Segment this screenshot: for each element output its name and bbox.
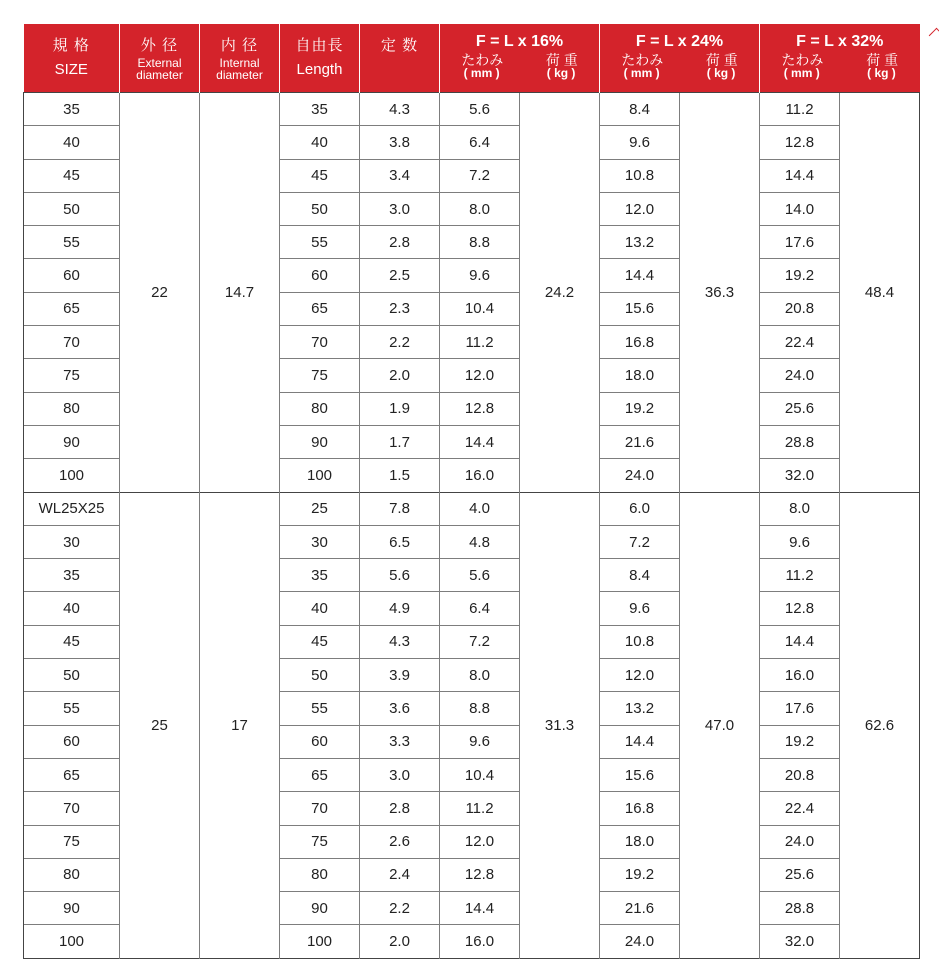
constant-cell: 1.7 (360, 425, 440, 458)
header-load16-unit-kg: ( kg ) (546, 66, 576, 80)
deflection-32-cell: 32.0 (760, 459, 840, 492)
header-load32-unit-mm: ( mm ) (783, 66, 820, 80)
constant-cell: 3.3 (360, 725, 440, 758)
header-load24-deflection: たわみ (621, 52, 664, 68)
deflection-16-cell: 12.0 (440, 825, 520, 858)
deflection-16-cell: 16.0 (440, 459, 520, 492)
size-cell: 45 (24, 159, 120, 192)
constant-cell: 1.9 (360, 392, 440, 425)
internal-diameter-cell: 14.7 (200, 93, 280, 493)
header-len-en: Length (296, 61, 343, 78)
deflection-16-cell: 14.4 (440, 425, 520, 458)
deflection-24-cell: 21.6 (600, 425, 680, 458)
constant-cell: 2.3 (360, 292, 440, 325)
header-len-jp: 自由長 (295, 37, 344, 54)
size-cell: 90 (24, 892, 120, 925)
deflection-32-cell: 17.6 (760, 692, 840, 725)
deflection-32-cell: 20.8 (760, 758, 840, 791)
deflection-32-cell: 20.8 (760, 292, 840, 325)
deflection-24-cell: 13.2 (600, 226, 680, 259)
length-cell: 30 (280, 525, 360, 558)
size-cell: 90 (24, 425, 120, 458)
deflection-24-cell: 13.2 (600, 692, 680, 725)
header-load24-load: 荷 重 (705, 52, 738, 68)
length-cell: 80 (280, 392, 360, 425)
deflection-16-cell: 9.6 (440, 259, 520, 292)
constant-cell: 4.3 (360, 625, 440, 658)
header-load32-load: 荷 重 (866, 52, 899, 68)
constant-cell: 2.2 (360, 326, 440, 359)
deflection-32-cell: 32.0 (760, 925, 840, 958)
length-cell: 75 (280, 825, 360, 858)
deflection-16-cell: 5.6 (440, 559, 520, 592)
size-cell: 35 (24, 93, 120, 126)
header-load-32 (760, 24, 920, 93)
length-cell: 35 (280, 559, 360, 592)
length-cell: 55 (280, 692, 360, 725)
deflection-32-cell: 28.8 (760, 425, 840, 458)
header-od-jp: 外 径 (140, 37, 179, 54)
constant-cell: 3.8 (360, 126, 440, 159)
length-cell: 65 (280, 292, 360, 325)
header-external-diameter (120, 24, 200, 93)
deflection-24-cell: 24.0 (600, 459, 680, 492)
deflection-24-cell: 15.6 (600, 292, 680, 325)
external-diameter-cell: 25 (120, 492, 200, 958)
deflection-16-cell: 12.8 (440, 392, 520, 425)
constant-cell: 2.8 (360, 792, 440, 825)
length-cell: 75 (280, 359, 360, 392)
deflection-32-cell: 11.2 (760, 559, 840, 592)
size-cell: 60 (24, 725, 120, 758)
header-row (24, 24, 920, 93)
constant-cell: 7.8 (360, 492, 440, 525)
header-id-jp: 内 径 (220, 37, 259, 54)
size-cell: 40 (24, 126, 120, 159)
deflection-32-cell: 12.8 (760, 592, 840, 625)
header-load16-title: F = L x 16% (475, 33, 564, 50)
deflection-16-cell: 5.6 (440, 93, 520, 126)
size-cell: 60 (24, 259, 120, 292)
deflection-16-cell: 8.8 (440, 226, 520, 259)
deflection-24-cell: 14.4 (600, 725, 680, 758)
header-load32-unit-kg: ( kg ) (867, 66, 896, 80)
load-24-cell: 36.3 (680, 93, 760, 493)
header-load16-unit-mm: ( mm ) (463, 66, 500, 80)
deflection-24-cell: 10.8 (600, 159, 680, 192)
deflection-16-cell: 11.2 (440, 792, 520, 825)
length-cell: 35 (280, 93, 360, 126)
constant-cell: 2.0 (360, 359, 440, 392)
size-cell: 55 (24, 226, 120, 259)
size-cell: 50 (24, 659, 120, 692)
deflection-24-cell: 16.8 (600, 326, 680, 359)
length-cell: 50 (280, 192, 360, 225)
size-cell: 75 (24, 359, 120, 392)
header-load24-unit-kg: ( kg ) (706, 66, 736, 80)
deflection-32-cell: 25.6 (760, 858, 840, 891)
constant-cell: 2.8 (360, 226, 440, 259)
length-cell: 100 (280, 925, 360, 958)
load-16-cell: 31.3 (520, 492, 600, 958)
deflection-24-cell: 24.0 (600, 925, 680, 958)
size-cell: 65 (24, 758, 120, 791)
size-cell: 30 (24, 525, 120, 558)
size-cell: 100 (24, 459, 120, 492)
deflection-16-cell: 16.0 (440, 925, 520, 958)
length-cell: 45 (280, 159, 360, 192)
header-load24-title: F = L x 24% (635, 33, 724, 50)
deflection-16-cell: 10.4 (440, 758, 520, 791)
deflection-32-cell: 19.2 (760, 725, 840, 758)
length-cell: 40 (280, 126, 360, 159)
length-cell: 90 (280, 425, 360, 458)
constant-cell: 4.3 (360, 93, 440, 126)
length-cell: 50 (280, 659, 360, 692)
deflection-32-cell: 14.4 (760, 625, 840, 658)
deflection-16-cell: 14.4 (440, 892, 520, 925)
constant-cell: 6.5 (360, 525, 440, 558)
deflection-24-cell: 18.0 (600, 359, 680, 392)
deflection-16-cell: 7.2 (440, 625, 520, 658)
load-32-cell: 48.4 (840, 93, 920, 493)
deflection-32-cell: 14.4 (760, 159, 840, 192)
deflection-24-cell: 12.0 (600, 659, 680, 692)
header-od-en: External diameter (136, 56, 183, 82)
size-cell: 45 (24, 625, 120, 658)
size-cell: 70 (24, 326, 120, 359)
size-cell: 80 (24, 858, 120, 891)
deflection-24-cell: 15.6 (600, 758, 680, 791)
constant-cell: 2.0 (360, 925, 440, 958)
length-cell: 70 (280, 792, 360, 825)
constant-cell: 3.0 (360, 192, 440, 225)
deflection-32-cell: 8.0 (760, 492, 840, 525)
header-size-jp: 規 格 (52, 37, 90, 54)
size-cell: 50 (24, 192, 120, 225)
header-size (24, 24, 120, 93)
deflection-24-cell: 9.6 (600, 592, 680, 625)
size-cell: 65 (24, 292, 120, 325)
deflection-32-cell: 12.8 (760, 126, 840, 159)
header-internal-diameter (200, 24, 280, 93)
deflection-24-cell: 12.0 (600, 192, 680, 225)
deflection-32-cell: 22.4 (760, 326, 840, 359)
deflection-32-cell: 9.6 (760, 525, 840, 558)
length-cell: 65 (280, 758, 360, 791)
deflection-16-cell: 12.0 (440, 359, 520, 392)
group-od-22 (24, 93, 920, 493)
deflection-32-cell: 19.2 (760, 259, 840, 292)
constant-cell: 3.0 (360, 758, 440, 791)
header-load16-deflection: たわみ (461, 52, 504, 68)
group-od-25 (24, 492, 920, 958)
size-cell: 40 (24, 592, 120, 625)
load-24-cell: 47.0 (680, 492, 760, 958)
deflection-16-cell: 8.8 (440, 692, 520, 725)
header-load16-load: 荷 重 (545, 52, 578, 68)
constant-cell: 3.6 (360, 692, 440, 725)
deflection-24-cell: 14.4 (600, 259, 680, 292)
deflection-16-cell: 10.4 (440, 292, 520, 325)
deflection-24-cell: 19.2 (600, 858, 680, 891)
deflection-24-cell: 9.6 (600, 126, 680, 159)
header-load-16 (440, 24, 600, 93)
size-cell: 100 (24, 925, 120, 958)
size-cell: 80 (24, 392, 120, 425)
deflection-16-cell: 6.4 (440, 592, 520, 625)
deflection-16-cell: 7.2 (440, 159, 520, 192)
deflection-32-cell: 22.4 (760, 792, 840, 825)
size-cell: WL25X25 (24, 492, 120, 525)
header-const-jp: 定 数 (380, 37, 419, 54)
length-cell: 60 (280, 725, 360, 758)
header-load32-title: F = L x 32% (796, 33, 884, 50)
deflection-16-cell: 9.6 (440, 725, 520, 758)
deflection-32-cell: 25.6 (760, 392, 840, 425)
header-load-24 (600, 24, 760, 93)
header-constant (360, 24, 440, 93)
constant-cell: 1.5 (360, 459, 440, 492)
length-cell: 45 (280, 625, 360, 658)
load-16-cell: 24.2 (520, 93, 600, 493)
deflection-24-cell: 18.0 (600, 825, 680, 858)
deflection-24-cell: 10.8 (600, 625, 680, 658)
size-cell: 55 (24, 692, 120, 725)
length-cell: 90 (280, 892, 360, 925)
external-diameter-cell: 22 (120, 93, 200, 493)
deflection-24-cell: 21.6 (600, 892, 680, 925)
length-cell: 25 (280, 492, 360, 525)
header-length (280, 24, 360, 93)
length-cell: 100 (280, 459, 360, 492)
constant-cell: 3.9 (360, 659, 440, 692)
deflection-16-cell: 4.8 (440, 525, 520, 558)
deflection-24-cell: 8.4 (600, 93, 680, 126)
size-cell: 70 (24, 792, 120, 825)
constant-cell: 3.4 (360, 159, 440, 192)
deflection-32-cell: 24.0 (760, 359, 840, 392)
header-size-en: SIZE (54, 61, 88, 78)
header-load32-deflection: たわみ (781, 52, 824, 68)
constant-cell: 2.2 (360, 892, 440, 925)
length-cell: 60 (280, 259, 360, 292)
table-row (24, 93, 920, 126)
deflection-16-cell: 12.8 (440, 858, 520, 891)
corner-mark-icon (929, 28, 939, 44)
load-32-cell: 62.6 (840, 492, 920, 958)
deflection-16-cell: 11.2 (440, 326, 520, 359)
deflection-24-cell: 8.4 (600, 559, 680, 592)
constant-cell: 4.9 (360, 592, 440, 625)
deflection-32-cell: 11.2 (760, 93, 840, 126)
internal-diameter-cell: 17 (200, 492, 280, 958)
deflection-16-cell: 8.0 (440, 659, 520, 692)
table-row (24, 492, 920, 525)
deflection-24-cell: 6.0 (600, 492, 680, 525)
size-cell: 75 (24, 825, 120, 858)
deflection-32-cell: 16.0 (760, 659, 840, 692)
length-cell: 40 (280, 592, 360, 625)
header-id-en: Internal diameter (216, 56, 263, 82)
deflection-32-cell: 17.6 (760, 226, 840, 259)
constant-cell: 2.5 (360, 259, 440, 292)
deflection-16-cell: 4.0 (440, 492, 520, 525)
deflection-32-cell: 28.8 (760, 892, 840, 925)
constant-cell: 2.4 (360, 858, 440, 891)
deflection-32-cell: 24.0 (760, 825, 840, 858)
deflection-24-cell: 19.2 (600, 392, 680, 425)
deflection-16-cell: 6.4 (440, 126, 520, 159)
constant-cell: 2.6 (360, 825, 440, 858)
length-cell: 70 (280, 326, 360, 359)
length-cell: 80 (280, 858, 360, 891)
spring-spec-table (23, 24, 920, 959)
deflection-16-cell: 8.0 (440, 192, 520, 225)
deflection-24-cell: 16.8 (600, 792, 680, 825)
constant-cell: 5.6 (360, 559, 440, 592)
size-cell: 35 (24, 559, 120, 592)
header-load24-unit-mm: ( mm ) (623, 66, 660, 80)
deflection-24-cell: 7.2 (600, 525, 680, 558)
length-cell: 55 (280, 226, 360, 259)
deflection-32-cell: 14.0 (760, 192, 840, 225)
